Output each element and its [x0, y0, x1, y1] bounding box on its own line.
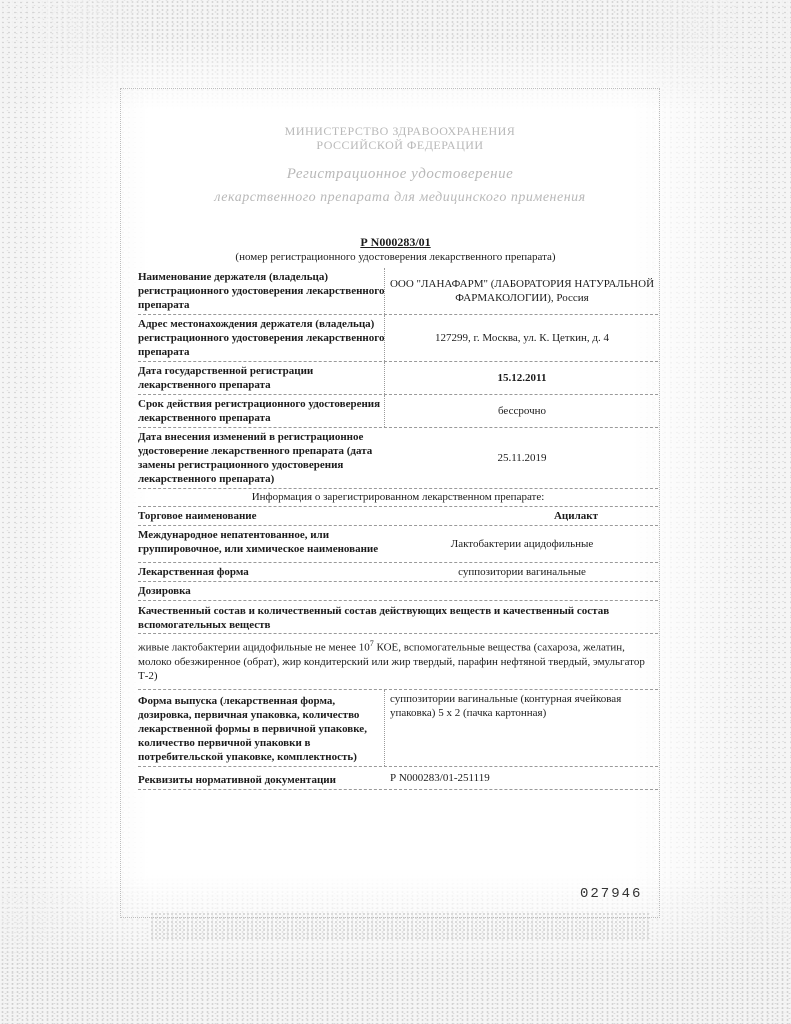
composition-text-end: КОЕ, вспомогательные вещества (сахароза, желатин, молоко обезжиренное (обрат), жир кондитерский или жир твердый, парафин нефтяной твердый, эмульгатор Т-2)	[138, 641, 645, 682]
dosage-form-value: суппозитории вагинальные	[458, 566, 586, 578]
document-serial-number: 027946	[580, 886, 643, 902]
normative-docs-row	[138, 767, 658, 790]
composition-heading: Качественный состав и количественный состав действующих веществ и качественный состав вспомогательных веществ	[138, 601, 658, 634]
amendment-date-value: 25.11.2019	[497, 452, 547, 464]
dosage-label: Дозировка	[138, 585, 191, 597]
release-form-value: суппозитории вагинальные (контурная ячейковая упаковка) 5 x 2 (пачка картонная)	[390, 692, 622, 719]
normative-docs-label: Реквизиты нормативной документации	[138, 773, 336, 786]
column-divider	[384, 268, 385, 314]
composition-text	[138, 634, 658, 690]
dosage-form-label: Лекарственная форма	[138, 566, 249, 578]
ministry-line-1: МИНИСТЕРСТВО ЗДРАВООХРАНЕНИЯ	[284, 124, 516, 138]
registration-number: Р N000283/01	[360, 235, 431, 249]
normative-docs-value: Р N000283/01-251119	[390, 771, 490, 784]
trade-name-label: Торговое наименование	[138, 510, 257, 522]
registration-date-label: Дата государственной регистрации лекарственного препарата	[138, 365, 314, 391]
column-divider	[384, 690, 385, 766]
holder-name-row	[138, 268, 658, 315]
dosage-value	[386, 582, 658, 600]
ministry-header	[200, 124, 600, 152]
ministry-line-2: РОССИЙСКОЙ ФЕДЕРАЦИИ	[316, 138, 484, 152]
certificate-subtitle: лекарственного препарата для медицинского применения	[214, 190, 586, 205]
trade-name-value: Ацилакт	[553, 510, 598, 522]
release-form-label: Форма выпуска (лекарственная форма, дозировка, первичная упаковка, количество лекарственной формы в первичной упаковке, количество первичной упаковки в потребительской упаковке, комплектность)	[138, 694, 367, 763]
dosage-form-row	[138, 563, 658, 582]
holder-name-value: ООО "ЛАНАФАРМ" (ЛАБОРАТОРИЯ НАТУРАЛЬНОЙ ФАРМАКОЛОГИИ), Россия	[389, 278, 655, 304]
holder-address-row	[138, 315, 658, 362]
column-divider	[384, 315, 385, 361]
holder-name-label: Наименование держателя (владельца) регистрационного удостоверения лекарственного препарата	[138, 271, 385, 311]
inn-value: Лактобактерии ацидофильные	[450, 538, 594, 550]
dosage-row	[138, 582, 658, 601]
column-divider	[384, 362, 385, 394]
amendment-date-row	[138, 428, 658, 489]
composition-exponent: 7	[369, 639, 374, 648]
certificate-title: Регистрационное удостоверение	[286, 166, 514, 182]
inn-row	[138, 526, 658, 563]
registration-date-value: 15.12.2011	[497, 372, 547, 384]
registration-caption: (номер регистрационного удостоверения лекарственного препарата)	[235, 251, 556, 263]
registration-table	[138, 268, 658, 790]
holder-address-label: Адрес местонахождения держателя (владельца) регистрационного удостоверения лекарственного препарата	[138, 318, 385, 358]
release-form-row	[138, 690, 658, 767]
registration-date-row	[138, 362, 658, 395]
trade-name-row	[138, 507, 658, 526]
validity-value: бессрочно	[497, 405, 546, 417]
holder-address-value: 127299, г. Москва, ул. К. Цеткин, д. 4	[435, 332, 609, 344]
info-section-heading: Информация о зарегистрированном лекарственном препарате:	[138, 489, 658, 507]
validity-row	[138, 395, 658, 428]
validity-label: Срок действия регистрационного удостоверения лекарственного препарата	[138, 398, 381, 424]
faded-footer-text	[150, 912, 650, 940]
composition-text-start: живые лактобактерии ацидофильные не менее 10	[138, 641, 370, 654]
inn-label: Международное непатентованное, или группировочное, или химическое наименование	[138, 529, 379, 555]
column-divider	[384, 395, 385, 427]
amendment-date-label: Дата внесения изменений в регистрационное удостоверение лекарственного препарата (дата замены регистрационного удостоверения лекарственного препарата)	[138, 431, 373, 485]
